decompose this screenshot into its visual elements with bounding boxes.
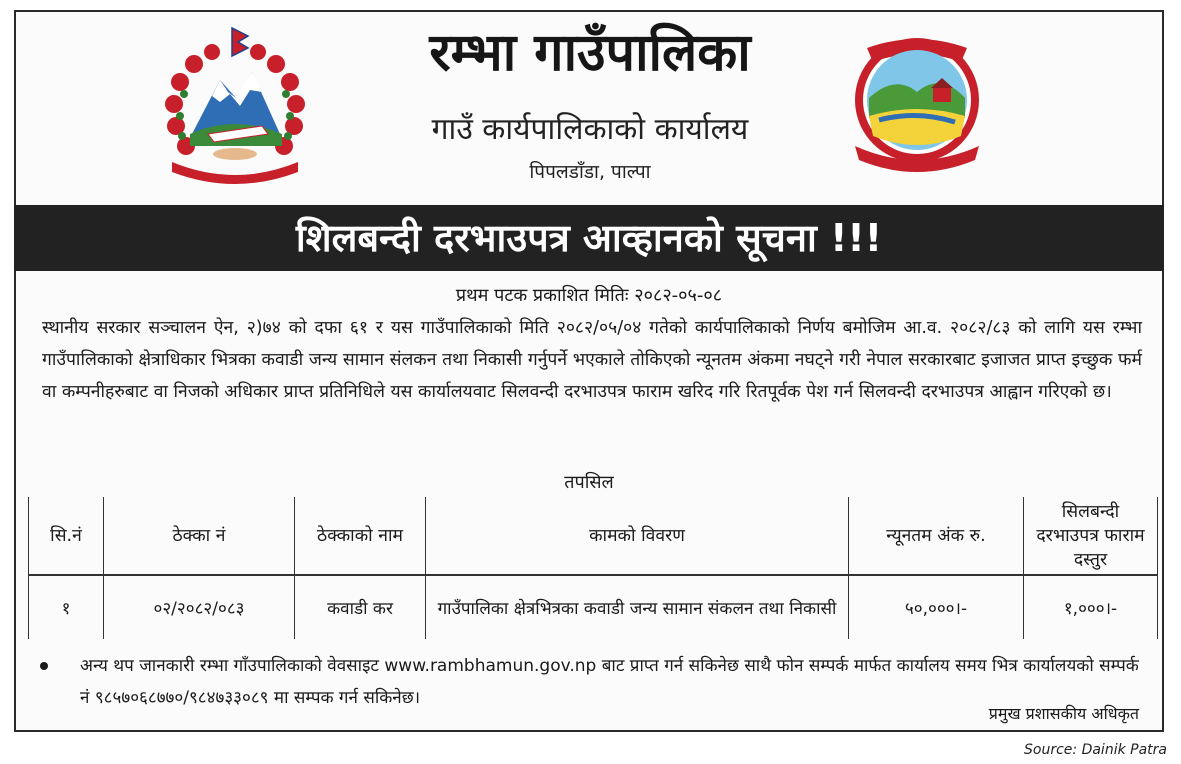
notice-paragraph: स्थानीय सरकार सञ्चालन ऐन, २)७४ को दफा ६१ र यस गाउँपालिकाको मिति २०८२/०५/०४ गतेको कार्यपालिकाको निर्णय बमोजिम आ.व. २०८२/८३ को लागि यस रम्भा गाउँपालिकाको क्षेत्राधिकार भित्रका कवाडी जन्य सामान संलकन तथा निकासी गर्नुपर्ने भएकाले तोकिएको न्यूनतम अंकमा नघट्ने गरी नेपाल सरकारबाट इजाजत प्राप्त इच्छुक फर्म वा कम्पनीहरुबाट वा निजको अधिकार प्राप्त प्रतिनिधिले यस कार्यालयवाट सिलवन्दी दरभाउपत्र फाराम खरिद गरि रितपूर्वक पेश गर्न सिलवन्दी दरभाउपत्र आह्वान गरिएको छ। (42, 318, 1142, 402)
details-heading: तपसिल (564, 472, 614, 493)
col-header-serial: सि.नं (29, 497, 104, 575)
cell-description: गाउँपालिका क्षेत्रभित्रका कवाडी जन्य सामान संकलन तथा निकासी (426, 575, 849, 639)
tender-table (28, 497, 1158, 639)
municipality-title: रम्भा गाउँपालिका (429, 23, 751, 83)
cell-min-amount: ५०,०००।- (849, 575, 1024, 639)
office-location: पिपलडाँडा, पाल्पा (529, 161, 651, 183)
rambha-municipality-logo-icon (845, 28, 990, 178)
col-header-contract-name: ठेक्काको नाम (295, 497, 426, 575)
col-header-contract-no: ठेक्का नं (104, 497, 295, 575)
source-credit: Source: Dainik Patra (1024, 742, 1167, 758)
col-header-min-amount: न्यूनतम अंक रु. (849, 497, 1024, 575)
footer-note (40, 650, 1145, 714)
signature-title: प्रमुख प्रशासकीय अधिकृत (988, 704, 1139, 723)
cell-form-fee: १,०००।- (1024, 575, 1158, 639)
col-header-description: कामको विवरण (426, 497, 849, 575)
col-header-form-fee: सिलबन्दी दरभाउपत्र फाराम दस्तुर (1024, 497, 1158, 575)
published-date: प्रथम पटक प्रकाशित मितिः २०८२-०५-०८ (455, 285, 723, 306)
bullet-icon (40, 662, 48, 670)
cell-contract-no: ०२/२०८२/०८३ (104, 575, 295, 639)
office-subtitle: गाउँ कार्यपालिकाको कार्यालय (431, 112, 749, 147)
cell-serial: १ (29, 575, 104, 639)
table-header-row (29, 497, 1158, 575)
footer-note-text: अन्य थप जानकारी रम्भा गाँउपालिकाको वेवसाइट www.rambhamun.gov.np बाट प्राप्त गर्न सकिनेछ साथै फोन सम्पर्क मार्फत कार्यालय समय भित्र कार्यालयको सम्पर्क नं ९८५७०६८७७०/९८४७३३०८९ मा सम्पक गर्न सकिनेछ। (80, 656, 1139, 708)
table-row (29, 575, 1158, 639)
cell-contract-name: कवाडी कर (295, 575, 426, 639)
notice-banner: शिलबन्दी दरभाउपत्र आव्हानको सूचना !!! (14, 205, 1164, 271)
nepal-government-emblem-icon (150, 22, 320, 192)
